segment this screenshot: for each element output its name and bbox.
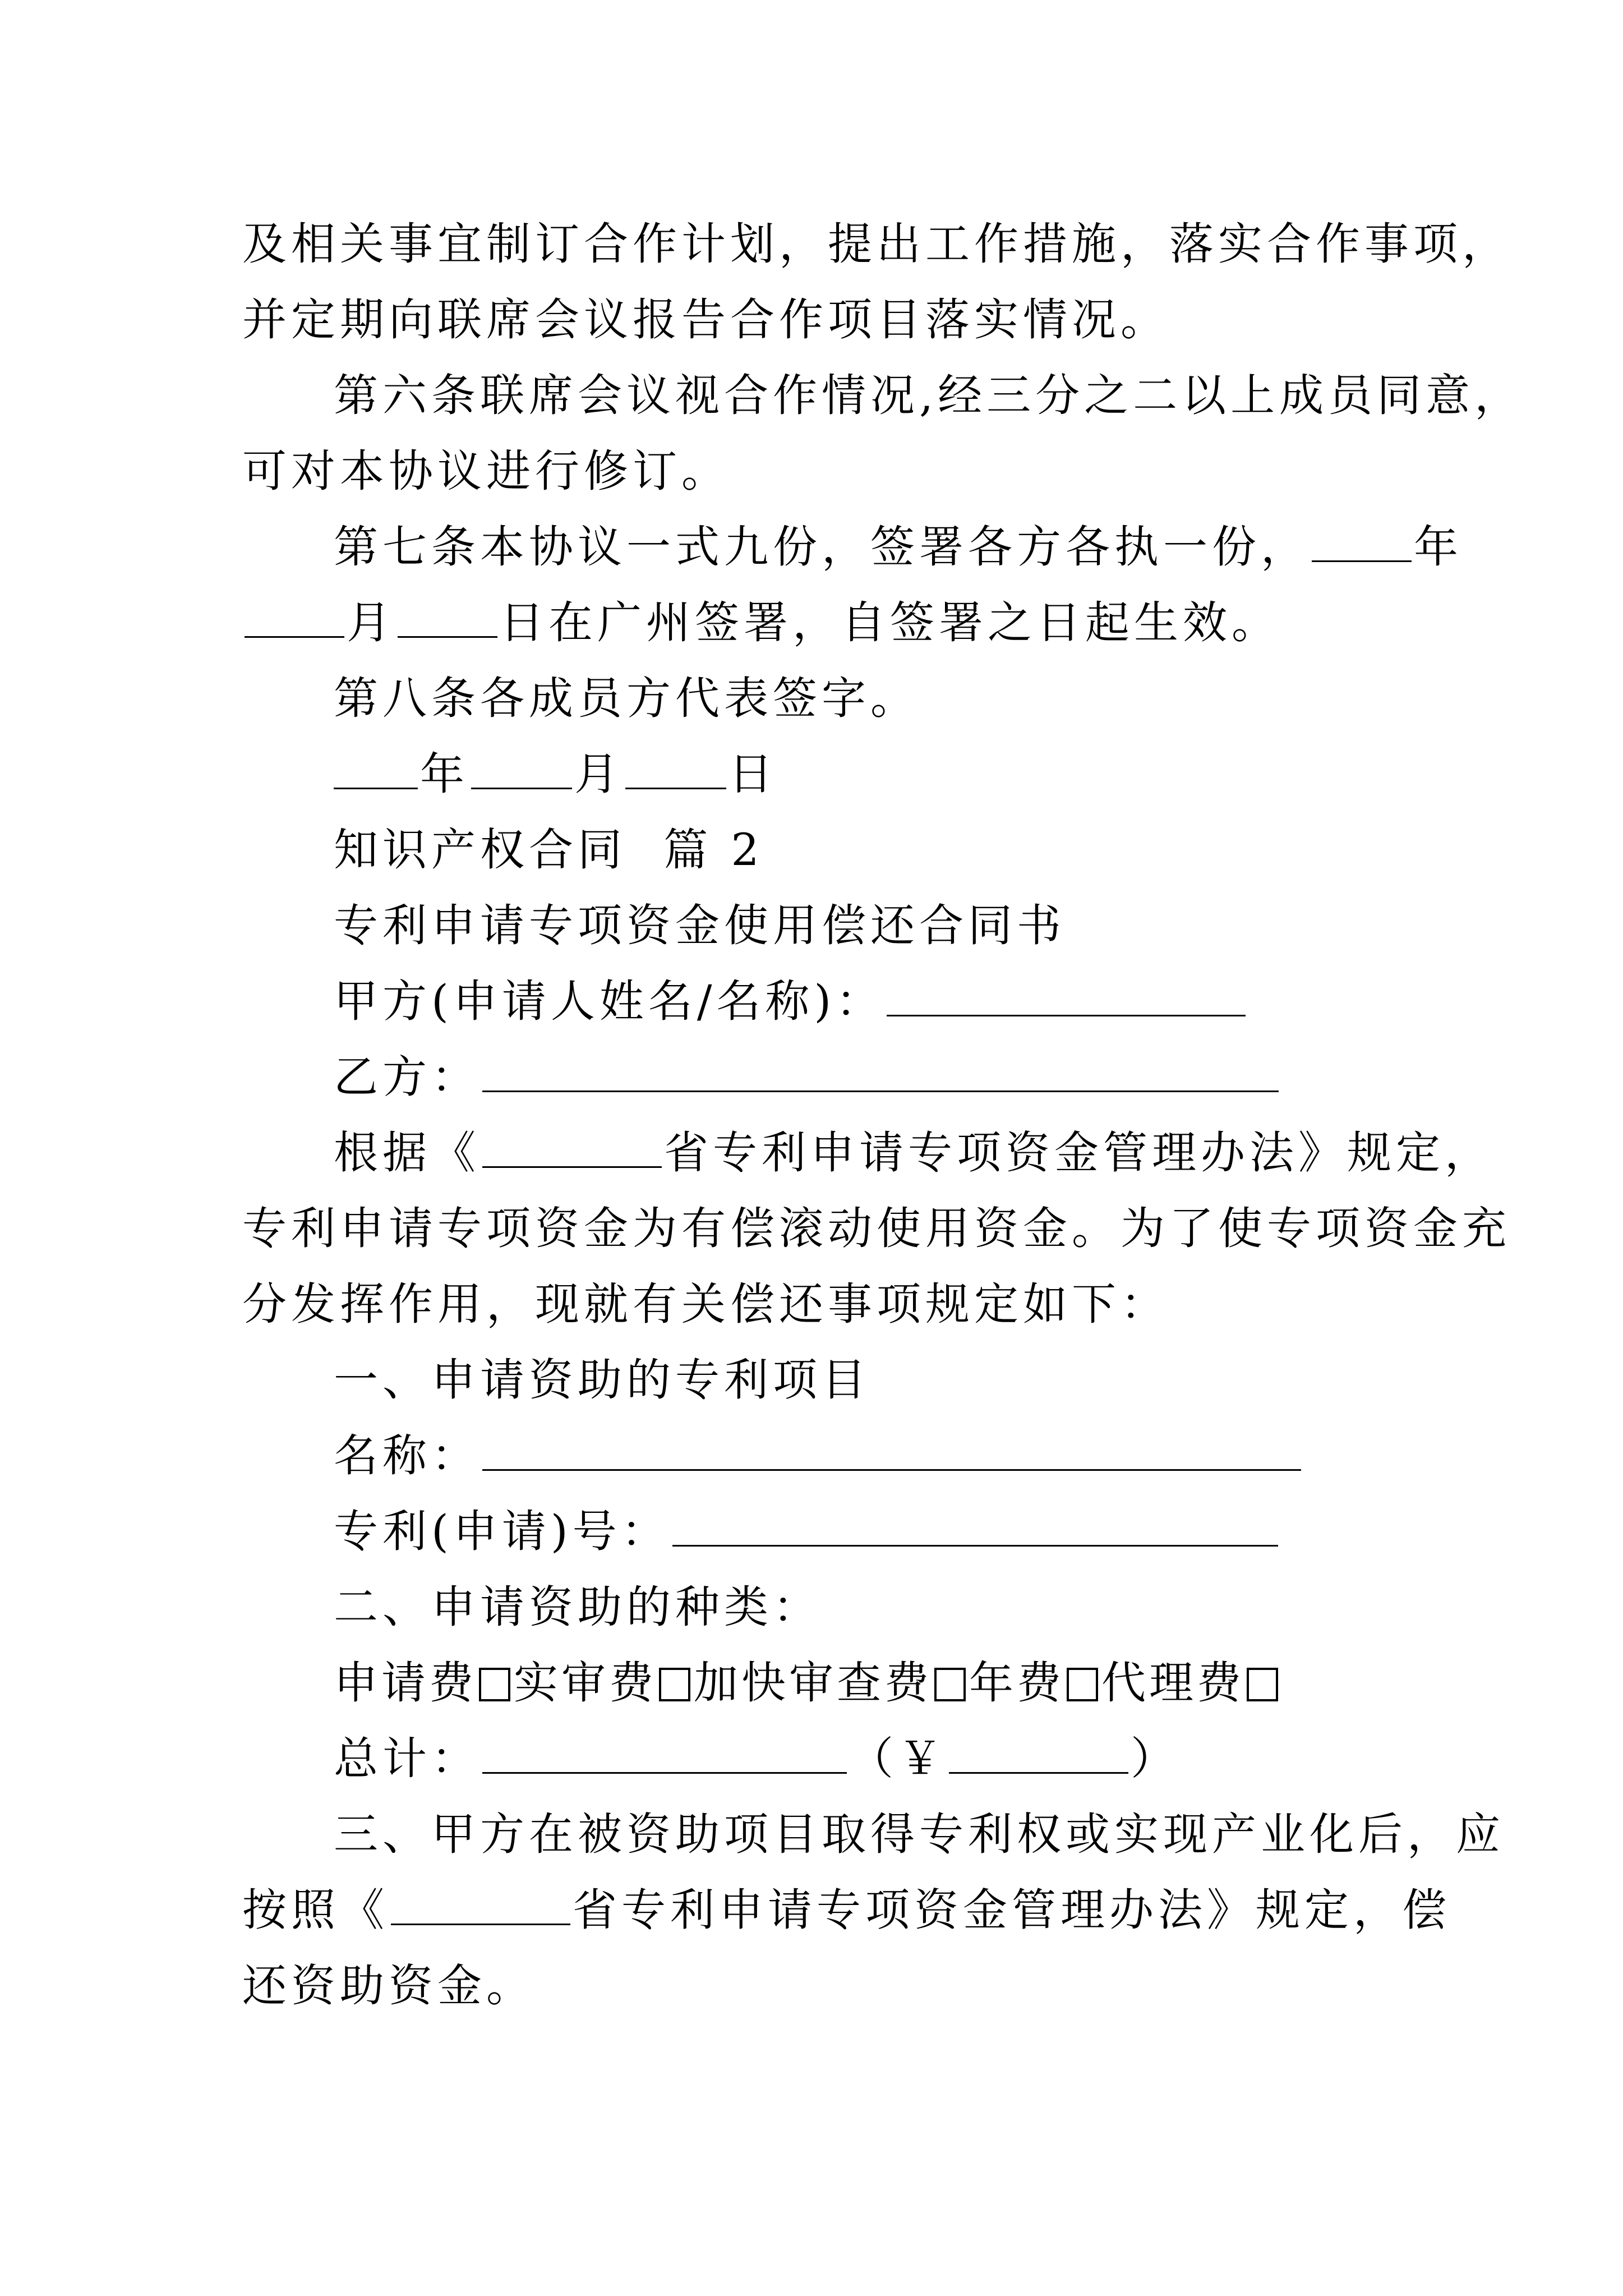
total-words-field[interactable] xyxy=(482,1761,847,1774)
article-7-line-1 xyxy=(334,519,1463,575)
fee-label: 申请费 xyxy=(334,1657,477,1709)
article-8 xyxy=(334,670,919,726)
text-run: 名称： xyxy=(334,1430,480,1481)
text-run: 专利申请专项资金使用偿还合同书 xyxy=(334,900,1066,951)
text-run: 还资助资金。 xyxy=(242,1960,535,2012)
article-6-line-1 xyxy=(334,367,1523,424)
basis-line-2 xyxy=(242,1200,1511,1257)
section-3-line-2 xyxy=(242,1882,1451,1938)
text-run: （￥ xyxy=(849,1733,947,1784)
text-run: 二、申请资助的种类： xyxy=(334,1581,822,1633)
text-run: 分发挥作用，现就有关偿还事项规定如下： xyxy=(242,1278,1169,1330)
text-run: 及相关事宜制订合作计划，提出工作措施，落实合作事项， xyxy=(242,218,1511,270)
contract-title xyxy=(334,898,1066,954)
section-2-heading xyxy=(334,1579,822,1635)
article-7-line-2 xyxy=(242,595,1280,651)
text-run: 一、申请资助的专利项目 xyxy=(334,1354,870,1406)
section-3-line-3 xyxy=(242,1958,535,2014)
text-run: 乙方： xyxy=(334,1051,480,1103)
text-run: 按照《 xyxy=(242,1884,389,1936)
expedited-fee-checkbox[interactable] xyxy=(934,1668,966,1701)
fill-blank[interactable] xyxy=(245,625,344,638)
fill-blank[interactable] xyxy=(1312,549,1412,562)
text-run: 可对本协议进行修订。 xyxy=(242,445,730,497)
fill-blank[interactable] xyxy=(334,776,418,789)
text-run: 月 xyxy=(574,748,623,800)
province-blank[interactable] xyxy=(391,1912,570,1925)
patent-name-field[interactable] xyxy=(482,1458,1301,1471)
text-run: 知识产权合同 篇 2 xyxy=(334,824,764,876)
total-amount-field[interactable] xyxy=(949,1761,1128,1774)
text-run: 专利(申请)号： xyxy=(334,1506,670,1557)
total-line xyxy=(334,1731,1179,1787)
province-blank[interactable] xyxy=(482,1155,662,1168)
text-run: 日在广州签署，自签署之日起生效。 xyxy=(500,597,1280,648)
text-run: 第六条联席会议视合作情况,经三分之二以上成员同意， xyxy=(334,370,1524,421)
fee-types-line xyxy=(334,1655,1281,1711)
section-1-heading xyxy=(334,1352,870,1408)
party-a-line xyxy=(334,973,1248,1029)
patent-number-line xyxy=(334,1503,1280,1559)
fee-label: 年费 xyxy=(969,1657,1064,1709)
text-run: ） xyxy=(1131,1733,1179,1784)
text-run: 甲方(申请人姓名/名称)： xyxy=(334,976,885,1027)
text-run: 省专利申请专项资金管理办法》规定， xyxy=(664,1127,1493,1179)
fee-label: 实审费 xyxy=(514,1657,657,1709)
fee-label: 代理费 xyxy=(1101,1657,1244,1709)
party-b-line xyxy=(334,1049,1281,1105)
article-6-line-2 xyxy=(242,443,730,499)
party-a-field[interactable] xyxy=(887,1004,1246,1016)
application-fee-checkbox[interactable] xyxy=(479,1668,510,1701)
patent-number-field[interactable] xyxy=(672,1534,1278,1547)
fill-blank[interactable] xyxy=(471,776,572,789)
text-run: 省专利申请专项资金管理办法》规定，偿 xyxy=(573,1884,1451,1936)
text-run: 年 xyxy=(1414,521,1463,573)
text-run: 月 xyxy=(347,597,395,648)
fill-blank[interactable] xyxy=(398,625,497,638)
text-run: 第八条各成员方代表签字。 xyxy=(334,673,919,724)
party-b-field[interactable] xyxy=(482,1079,1279,1092)
text-run: 三、甲方在被资助项目取得专利权或实现产业化后，应 xyxy=(334,1809,1505,1860)
paragraph-line xyxy=(242,216,1511,272)
date-line xyxy=(334,746,777,802)
name-line xyxy=(334,1428,1303,1484)
text-run: 日 xyxy=(728,748,777,800)
text-run: 第七条本协议一式九份，签署各方各执一份， xyxy=(334,521,1310,573)
annual-fee-checkbox[interactable] xyxy=(1067,1668,1098,1701)
section-3-line-1 xyxy=(334,1806,1505,1862)
basis-line-3 xyxy=(242,1276,1169,1332)
agency-fee-checkbox[interactable] xyxy=(1247,1668,1278,1701)
text-run: 总计： xyxy=(334,1733,480,1784)
section-title xyxy=(334,822,764,878)
paragraph-line xyxy=(242,292,1169,348)
exam-fee-checkbox[interactable] xyxy=(659,1668,690,1701)
basis-line-1 xyxy=(334,1125,1493,1181)
text-run: 专利申请专项资金为有偿滚动使用资金。为了使专项资金充 xyxy=(242,1203,1511,1254)
fee-label: 加快审查费 xyxy=(694,1657,932,1709)
text-run: 并定期向联席会议报告合作项目落实情况。 xyxy=(242,294,1169,346)
text-run: 年 xyxy=(420,748,469,800)
fill-blank[interactable] xyxy=(625,776,726,789)
text-run: 根据《 xyxy=(334,1127,480,1179)
